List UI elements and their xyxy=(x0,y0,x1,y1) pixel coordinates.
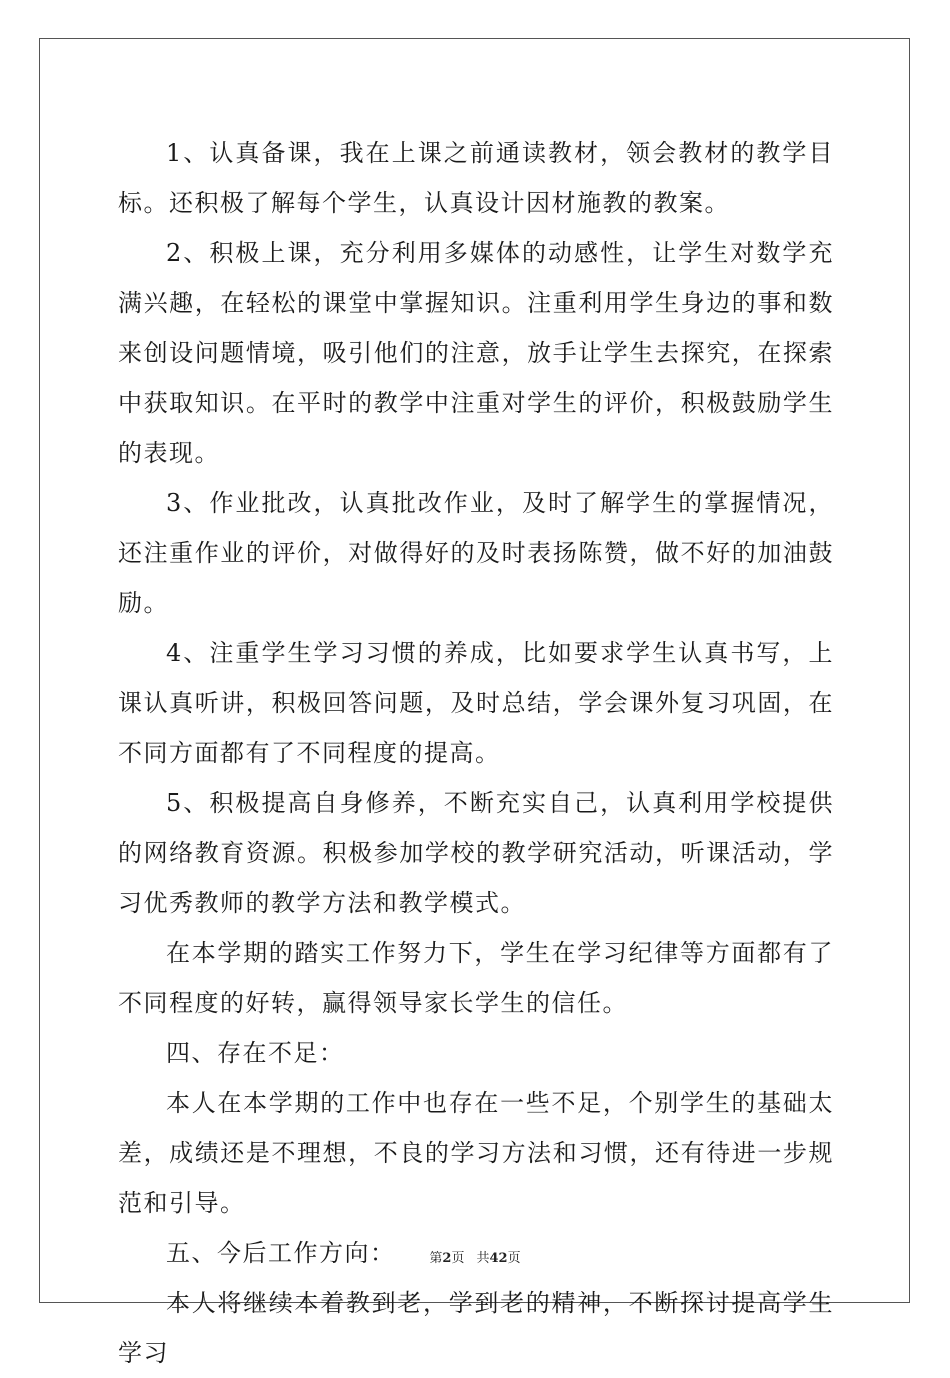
paragraph-shortcomings: 本人在本学期的工作中也存在一些不足，个别学生的基础太差，成绩还是不理想，不良的学习方法和习惯，还有待进一步规范和引导。 xyxy=(118,1089,834,1217)
page-number: 2 xyxy=(442,1251,452,1266)
document-body xyxy=(118,128,834,1378)
section-heading-future: 五、今后工作方向： xyxy=(166,1239,396,1267)
paragraph-1: 1、认真备课，我在上课之前通读教材，领会教材的教学目标。还积极了解每个学生，认真设计因材施教的教案。 xyxy=(118,139,834,217)
paragraph-future: 本人将继续本着教到老，学到老的精神，不断探讨提高学生学习 xyxy=(118,1289,834,1367)
total-suffix: 页 xyxy=(507,1251,521,1266)
page-footer xyxy=(0,1247,950,1266)
paragraph-4: 4、注重学生学习习惯的养成，比如要求学生认真书写，上课认真听讲，积极回答问题，及时总结，学会课外复习巩固，在不同方面都有了不同程度的提高。 xyxy=(118,639,834,767)
page-suffix: 页 xyxy=(451,1251,465,1266)
paragraph-3: 3、作业批改，认真批改作业，及时了解学生的掌握情况，还注重作业的评价，对做得好的及时表扬陈赞，做不好的加油鼓励。 xyxy=(118,489,834,617)
paragraph-5: 5、积极提高自身修养，不断充实自己，认真利用学校提供的网络教育资源。积极参加学校的教学研究活动，听课活动，学习优秀教师的教学方法和教学模式。 xyxy=(118,789,834,917)
page-prefix: 第 xyxy=(429,1251,443,1266)
paragraph-2: 2、积极上课，充分利用多媒体的动感性，让学生对数学充满兴趣，在轻松的课堂中掌握知识。注重利用学生身边的事和数来创设问题情境，吸引他们的注意，放手让学生去探究，在探索中获取知识。在平时的教学中注重对学生的评价，积极鼓励学生的表现。 xyxy=(118,239,834,467)
total-pages: 42 xyxy=(489,1251,508,1266)
total-prefix: 共 xyxy=(476,1251,490,1266)
paragraph-summary: 在本学期的踏实工作努力下，学生在学习纪律等方面都有了不同程度的好转，赢得领导家长学生的信任。 xyxy=(118,939,834,1017)
section-heading-shortcomings: 四、存在不足： xyxy=(166,1039,345,1067)
